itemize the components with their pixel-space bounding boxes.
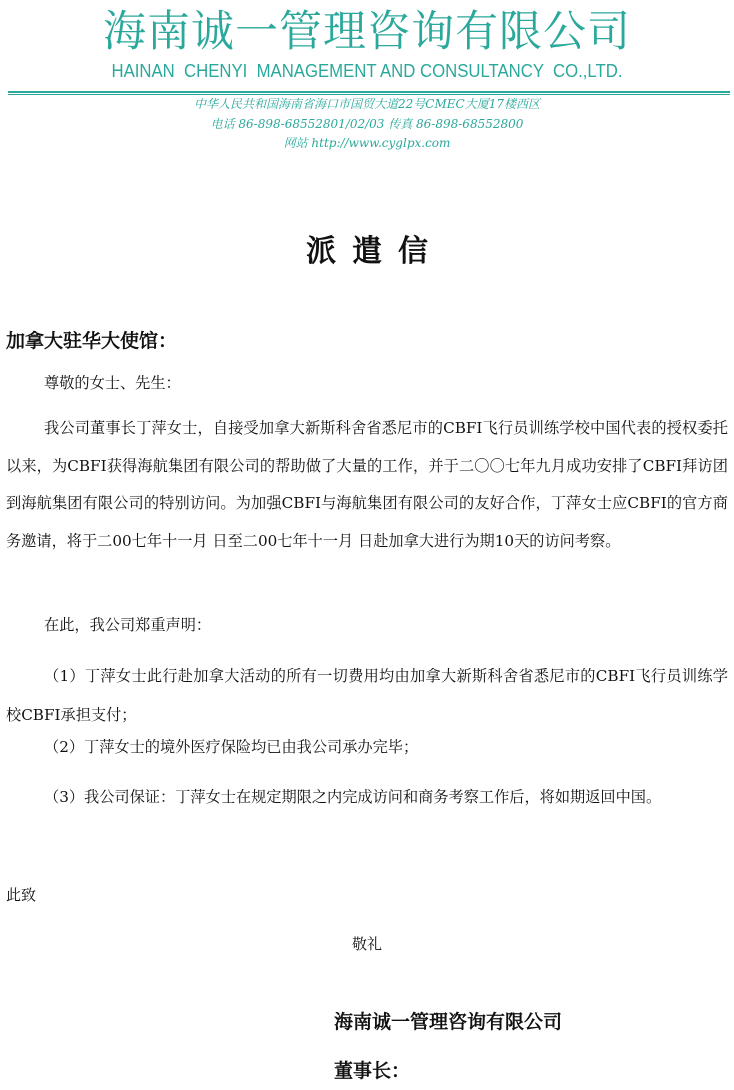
letterhead-divider: [8, 91, 730, 93]
letterhead-phone-fax: 电话 86-898-68552801/02/03 传真 86-898-68552800: [210, 117, 524, 131]
letterhead-address: 中华人民共和国海南省海口市国贸大道22号CMEC大厦17楼西区: [194, 97, 540, 111]
letter-salutation: 尊敬的女士、先生：: [44, 374, 181, 392]
letter-recipient: 加拿大驻华大使馆：: [6, 330, 178, 352]
letter-declaration-intro: 在此，我公司郑重声明：: [44, 616, 212, 634]
signature-title: 董事长：: [334, 1060, 411, 1082]
signature-company: 海南诚一管理咨询有限公司: [334, 1011, 563, 1033]
letter-title: 派遣信: [306, 234, 444, 269]
letter-item-3: （3）我公司保证：丁萍女士在规定期限之内完成访问和商务考察工作后，将如期返回中国。: [44, 788, 662, 806]
letter-item-1: （1）丁萍女士此行赴加拿大活动的所有一切费用均由加拿大新斯科舍省悉尼市的CBFI飞行员训练学校CBFI承担支付；: [6, 667, 728, 724]
letter-regards: 敬礼: [352, 935, 383, 953]
letter-closing: 此致: [6, 886, 37, 904]
letterhead-company-name-en: HAINAN CHENYI MANAGEMENT AND CONSULTANCY CO.,LTD.: [111, 61, 623, 81]
letter-item-2: （2）丁萍女士的境外医疗保险均已由我公司承办完毕；: [44, 738, 419, 756]
letterhead-divider-thin: [8, 94, 730, 95]
letterhead-company-name-cn: 海南诚一管理咨询有限公司: [103, 7, 631, 57]
letterhead-website: 网站 http://www.cyglpx.com: [283, 136, 451, 150]
letter-main-paragraph: 我公司董事长丁萍女士，自接受加拿大新斯科舍省悉尼市的CBFI飞行员训练学校中国代表的授权委托以来，为CBFI获得海航集团有限公司的帮助做了大量的工作，并于二〇〇七年九月成功安排了CBFI拜访团到海航集团有限公司的特别访问。为加强CBFI与海航集团有限公司的友好合作，丁萍女士应CBFI的官方商务邀请，将于二00七年十一月 日至二00七年十一月 日赴加拿大进行为期10天的访问考察。: [6, 419, 728, 550]
